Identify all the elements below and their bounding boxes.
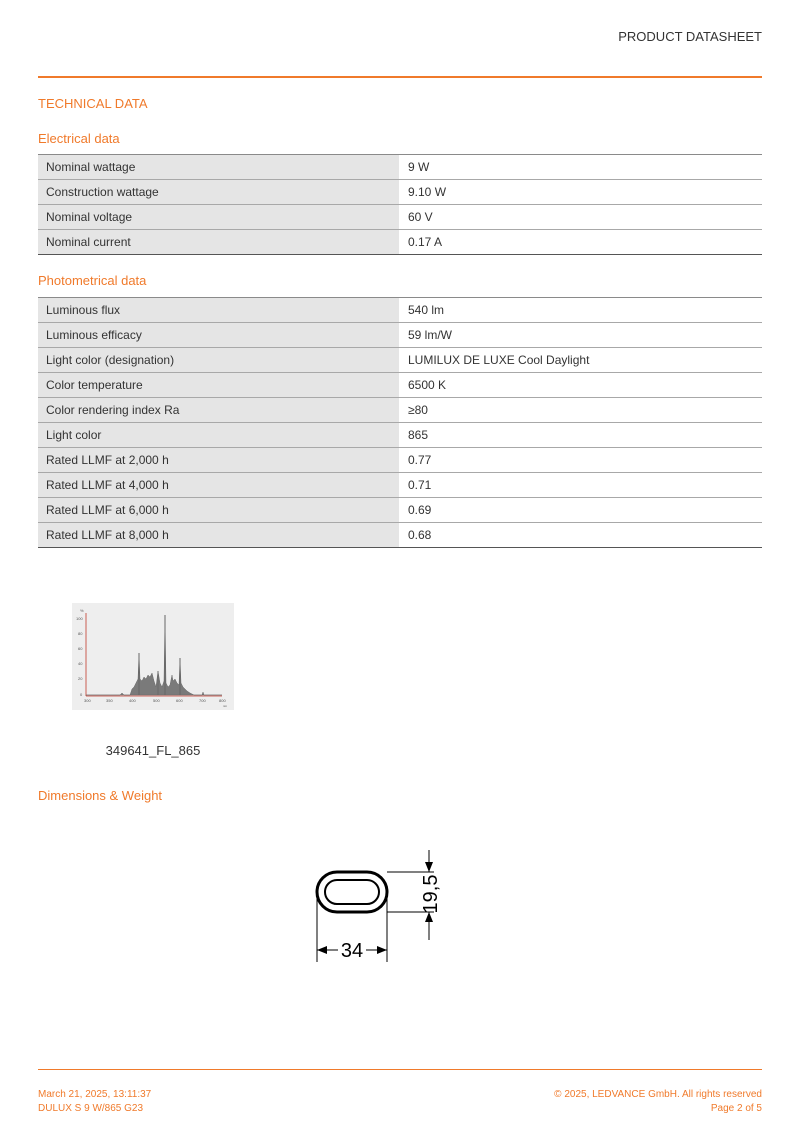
table-row	[38, 180, 762, 205]
electrical-data-title: Electrical data	[38, 131, 120, 146]
height-dimension-label: 19,5	[420, 874, 442, 914]
row-value: 540 lm	[399, 298, 762, 323]
tube-outer-outline	[317, 872, 387, 912]
row-label: Rated LLMF at 4,000 h	[38, 473, 399, 498]
x-tick-label: 500	[153, 698, 160, 703]
row-label: Nominal current	[38, 230, 399, 255]
spectrum-curve	[86, 615, 222, 695]
row-value: 9.10 W	[399, 180, 762, 205]
row-value: 0.17 A	[399, 230, 762, 255]
width-arrow-left-head	[317, 946, 327, 954]
y-tick-label: 100	[76, 616, 83, 621]
spectrum-chart	[72, 603, 234, 710]
table-row	[38, 523, 762, 548]
row-value: LUMILUX DE LUXE Cool Daylight	[399, 348, 762, 373]
footer-divider	[38, 1069, 762, 1070]
row-value: 60 V	[399, 205, 762, 230]
table-row	[38, 373, 762, 398]
row-label: Rated LLMF at 8,000 h	[38, 523, 399, 548]
y-tick-label: 60	[78, 646, 83, 651]
header-divider	[38, 76, 762, 78]
y-tick-label: 20	[78, 676, 83, 681]
row-label: Rated LLMF at 2,000 h	[38, 448, 399, 473]
table-row	[38, 498, 762, 523]
row-value: 59 lm/W	[399, 323, 762, 348]
footer-date: March 21, 2025, 13:11:37	[38, 1089, 152, 1100]
table-row	[38, 155, 762, 180]
dimensions-svg	[300, 840, 470, 970]
row-value: 0.77	[399, 448, 762, 473]
y-tick-label: 80	[78, 631, 83, 636]
width-arrow-right-head	[377, 946, 387, 954]
row-label: Rated LLMF at 6,000 h	[38, 498, 399, 523]
y-unit-label: %	[80, 608, 84, 613]
table-row	[38, 473, 762, 498]
row-label: Luminous efficacy	[38, 323, 399, 348]
spectrum-chart-image	[72, 603, 234, 710]
footer-page-number: Page 2 of 5	[710, 1103, 762, 1114]
technical-data-heading: TECHNICAL DATA	[38, 96, 148, 111]
row-value: 0.71	[399, 473, 762, 498]
x-tick-label: 600	[176, 698, 183, 703]
row-value: 0.68	[399, 523, 762, 548]
x-tick-label: 300	[84, 698, 91, 703]
electrical-data-table	[38, 154, 762, 255]
photometrical-data-table	[38, 297, 762, 548]
table-row	[38, 230, 762, 255]
row-label: Nominal wattage	[38, 155, 399, 180]
photometrical-data-title: Photometrical data	[38, 273, 147, 288]
tube-inner-outline	[325, 880, 379, 904]
x-tick-label: 800	[219, 698, 226, 703]
table-row	[38, 348, 762, 373]
x-unit-label: nm	[223, 704, 228, 708]
row-value: 865	[399, 423, 762, 448]
dimensions-title: Dimensions & Weight	[38, 788, 163, 803]
row-label: Luminous flux	[38, 298, 399, 323]
y-tick-label: 40	[78, 661, 83, 666]
row-label: Color temperature	[38, 373, 399, 398]
spectrum-caption: 349641_FL_865	[105, 743, 201, 758]
row-label: Nominal voltage	[38, 205, 399, 230]
table-row	[38, 323, 762, 348]
table-row	[38, 398, 762, 423]
footer-product: DULUX S 9 W/865 G23	[38, 1103, 144, 1114]
table-row	[38, 448, 762, 473]
row-label: Color rendering index Ra	[38, 398, 399, 423]
row-value: 9 W	[399, 155, 762, 180]
table-row	[38, 298, 762, 323]
header-title: PRODUCT DATASHEET	[618, 29, 762, 44]
table-row	[38, 205, 762, 230]
table-row	[38, 423, 762, 448]
row-value: ≥80	[399, 398, 762, 423]
y-tick-label: 0	[80, 692, 83, 697]
row-value: 6500 K	[399, 373, 762, 398]
x-tick-label: 400	[129, 698, 136, 703]
footer-copyright: © 2025, LEDVANCE GmbH. All rights reserved	[554, 1089, 762, 1100]
x-tick-label: 350	[106, 698, 113, 703]
row-label: Light color	[38, 423, 399, 448]
dimensions-drawing	[300, 840, 470, 975]
row-value: 0.69	[399, 498, 762, 523]
x-tick-label: 700	[199, 698, 206, 703]
row-label: Construction wattage	[38, 180, 399, 205]
row-label: Light color (designation)	[38, 348, 399, 373]
height-arrow-top-head	[425, 862, 433, 872]
width-dimension-label: 34	[340, 940, 364, 962]
